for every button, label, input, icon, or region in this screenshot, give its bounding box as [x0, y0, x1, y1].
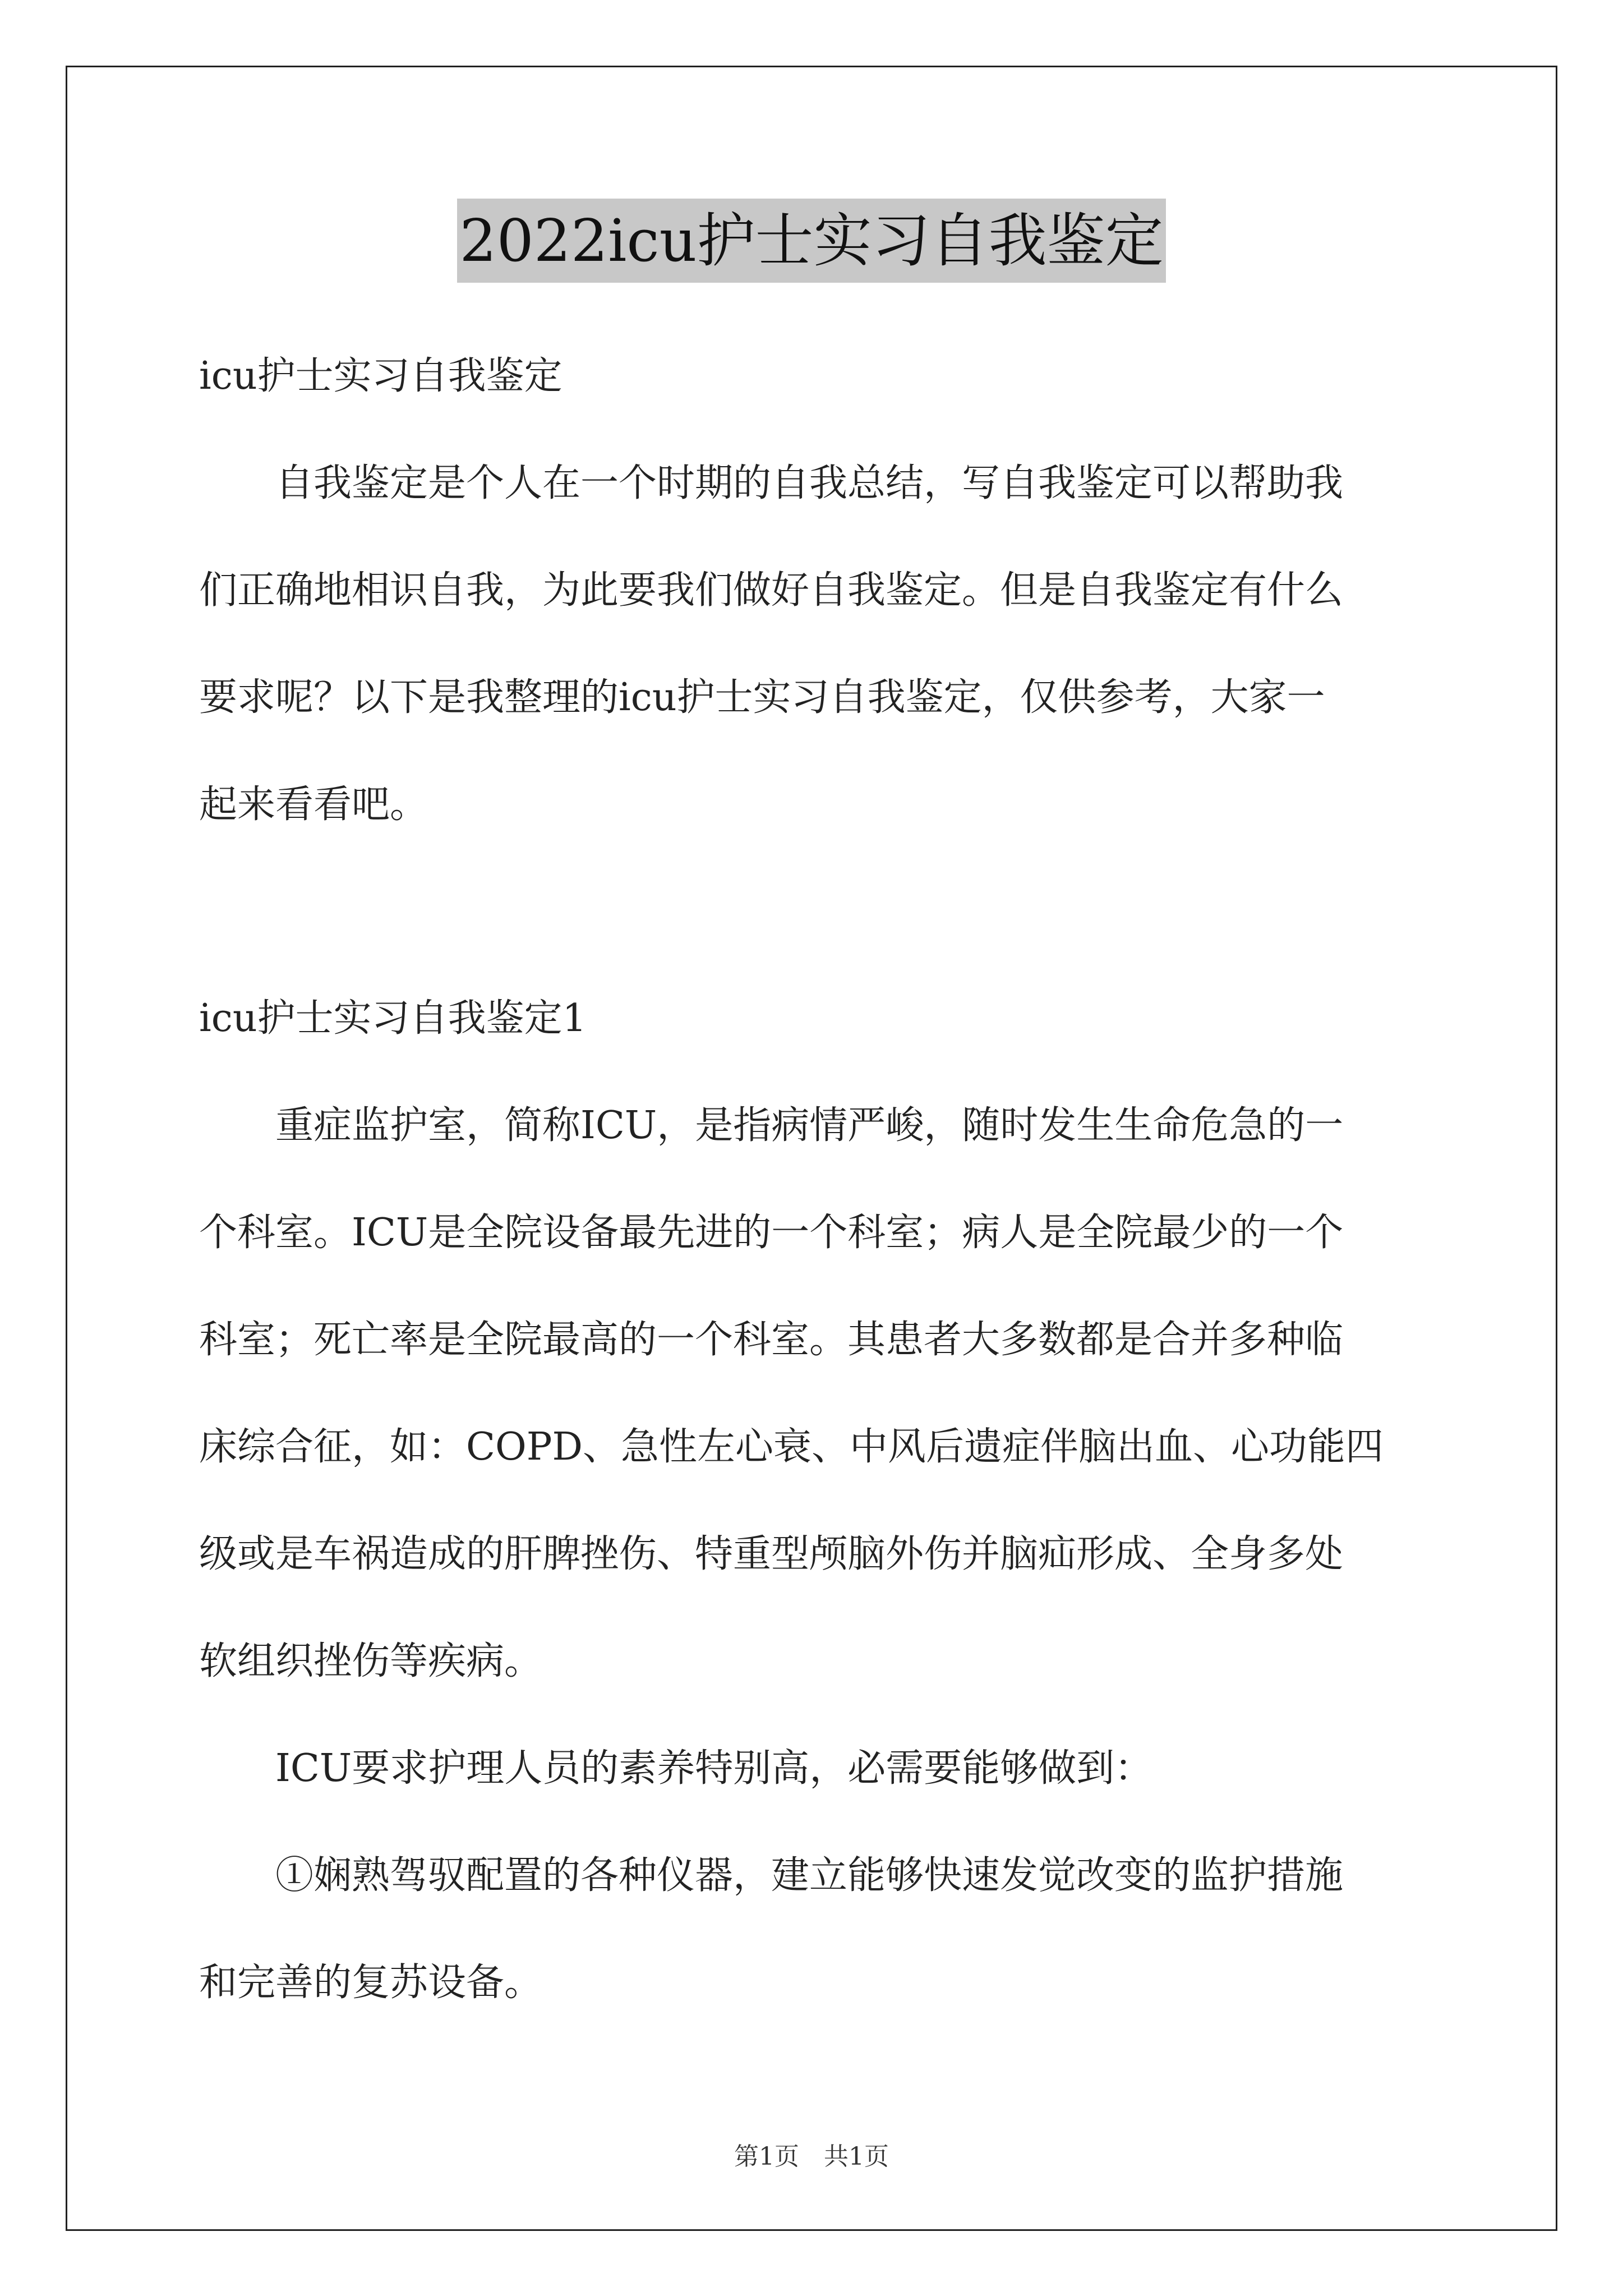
section-line-9: 和完善的复苏设备。 — [199, 1961, 543, 2005]
section-heading: icu护士实习自我鉴定1 — [199, 996, 587, 1041]
section-line-7: ICU要求护理人员的素养特别高，必需要能够做到： — [199, 1746, 1153, 1791]
section-line-2: 个科室。ICU是全院设备最先进的一个科室；病人是全院最少的一个 — [199, 1211, 1344, 1255]
section-line-5: 级或是车祸造成的肝脾挫伤、特重型颅脑外伤并脑疝形成、全身多处 — [199, 1532, 1344, 1576]
document-subtitle: icu护士实习自我鉴定 — [199, 354, 562, 398]
section-line-8: ①娴熟驾驭配置的各种仪器，建立能够快速发觉改变的监护措施 — [199, 1853, 1344, 1898]
intro-line-4: 起来看看吧。 — [199, 783, 428, 827]
intro-line-1: 自我鉴定是个人在一个时期的自我总结，写自我鉴定可以帮助我 — [199, 461, 1344, 505]
section-line-4: 床综合征，如：COPD、急性左心衰、中风后遗症伴脑出血、心功能四 — [199, 1425, 1384, 1469]
page-footer: 第1页 共1页 — [734, 2142, 889, 2171]
title-container — [0, 199, 1623, 283]
section-line-1: 重症监护室，简称ICU，是指病情严峻，随时发生生命危急的一 — [199, 1103, 1344, 1148]
section-line-6: 软组织挫伤等疾病。 — [199, 1639, 543, 1683]
section-line-3: 科室；死亡率是全院最高的一个科室。其患者大多数都是合并多种临 — [199, 1318, 1344, 1362]
document-title: 2022icu护士实习自我鉴定 — [457, 199, 1165, 283]
intro-line-2: 们正确地相识自我，为此要我们做好自我鉴定。但是自我鉴定有什么 — [199, 568, 1344, 613]
intro-line-3: 要求呢？以下是我整理的icu护士实习自我鉴定，仅供参考，大家一 — [199, 675, 1325, 720]
